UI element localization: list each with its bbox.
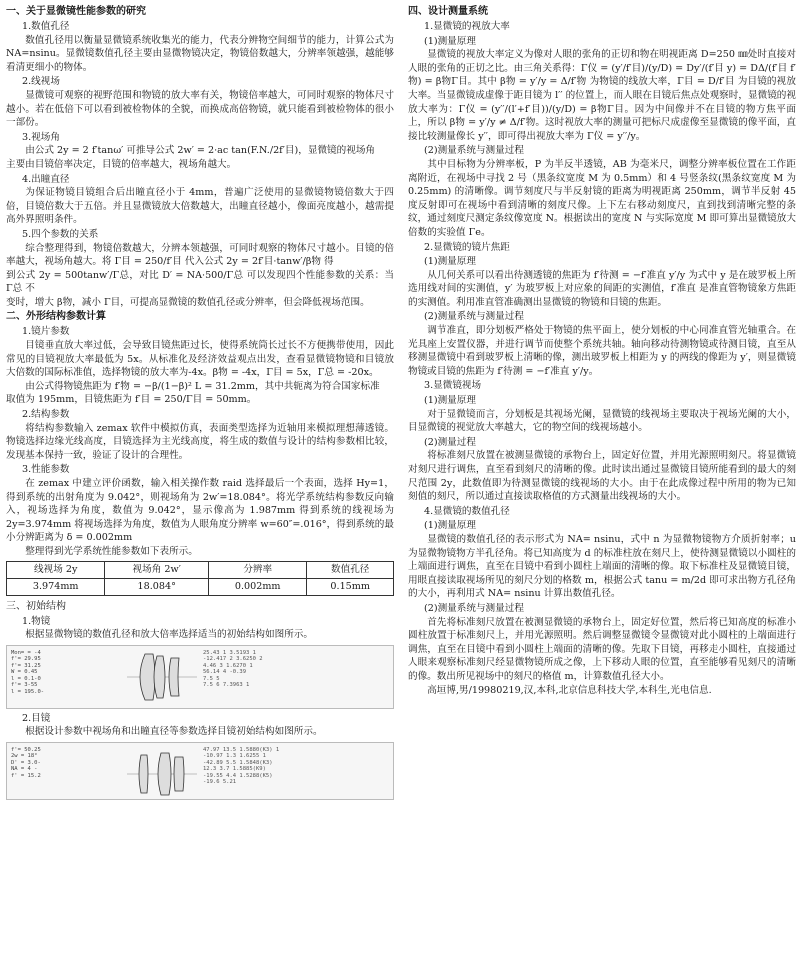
performance-table — [6, 561, 394, 596]
label-principle: (1)测量原理 — [424, 256, 476, 268]
surface-line: 56.14 4 -0.39 — [203, 669, 247, 676]
surface-line: -42.89 5.5 1.5848(K3) — [203, 759, 273, 766]
eyepiece-structure-figure — [6, 742, 394, 800]
section-heading-4: 四、设计测量系统 — [408, 6, 488, 17]
subheading-structure-params: 2.结构参数 — [22, 409, 70, 421]
paragraph-lens-params-3: 取值为 195mm，目镜焦距为 f′目 = 250/Γ目 = 50mm。 — [6, 394, 257, 406]
paragraph-numerical-aperture: 数值孔径用以衡量显微镜系统收集光的能力，代表分辨物空间细节的能力，计算公式为 NA=nsinu。显微镜数值孔径主要由显微物镜决定，物镜倍数越大，分辨率领越强，越能够看清更细小的物体。 — [6, 34, 394, 73]
surface-line: -19.6 5.21 — [203, 779, 237, 786]
subheading-exit-pupil: 4.出瞳直径 — [22, 173, 70, 185]
subheading-magnification: 1.显微镜的视放大率 — [424, 21, 510, 32]
spec-line: l = 0.1-0 — [11, 675, 41, 682]
spec-line: f'= 31.25 — [11, 662, 41, 669]
objective-structure-figure — [6, 645, 394, 709]
eyepiece-lens-drawing — [127, 747, 197, 800]
paragraph-exit-pupil: 为保证物镜目镜组合后出瞳直径小于 4mm，普遍广泛使用的显微镜物镜倍数大于四倍，目镜倍数大于五倍。并且显微镜放大倍数越大，出瞳直径越小，像面亮度越小，越需提高外界照明条件。 — [6, 187, 394, 226]
paragraph-magnification-process: 其中目标物为分辨率板，P 为半反半透镜，AB 为毫米尺，调整分辨率板位置在工作距离附近，在视场中寻找 2 号（黑条纹宽度 M 为 0.5mm）和 4 号竖条纹(黑条纹宽度 M 为 0.25mm) 的清晰像。调节刻度尺与半反射镜的距离为明视距离 250mm，调节半反射 45 度反射即可在视场中看到清晰的刻度尺像。上下左右移动刻度尺，直到找到清晰完整的条纹，通过刻度尺测定条纹像宽度 N。根据读出的宽度 N 与实际宽度 M 即可算出显微镜放大倍数的实验值 Γe。 — [408, 158, 796, 238]
paragraph-four-params-1: 综合整理得到，物镜倍数越大，分辨本领越强，可同时观察的物体尺寸越小。目镜的倍率越大，视场角越大。将 Γ目 = 250/f′目 代入公式 2y = 2f′目·tanw′/β物 得 — [6, 242, 394, 268]
spec-line: f' = 15.2 — [11, 772, 41, 779]
paragraph-four-params-3: 变时，增大 β物，减小 Γ目，可提高显微镜的数值孔径或分辨率，但会降低视场范围。 — [6, 296, 370, 308]
table-header-cell: 分辨率 — [209, 561, 307, 578]
paragraph-linear-field: 显微镜可观察的视野范围和物镜的放大率有关，物镜倍率越大，可同时观察的物体尺寸越小。若在低倍下可以看到被检物体的全貌，而换成高倍物镜，就只能看到被检物体的很小一部份。 — [6, 89, 394, 129]
label-principle: (1)测量原理 — [424, 35, 476, 47]
paragraph-structure-params: 将结构参数输入 zemax 软件中模拟仿真，表面类型选择为近轴用来模拟理想薄透镜。物镜选择边缘光线高度，目镜选择为主光线高度，将生成的数值与设计的结构参数相比较，发现基本保持一致，验证了设计的合理性。 — [6, 422, 394, 461]
paragraph-performance-params: 在 zemax 中建立评价函数，输入相关操作数 raid 选择最后一个表面，选择 Hy=1，得到系统的出射角度为 9.042°，则视场角为 2w′=18.084°。将光学系统结构参数反向输入，视场选择为角度，数值为 9.042°，显示像高为 1.987mm 得到系统的线视场为 2y=3.974mm 将视场选择为角度，数值为人眼角度分辨率 w=60″=.016°，得到系统的最小分辨距离为 δ = 0.002mm — [6, 478, 394, 544]
label-system-process: (2)测量系统与测量过程 — [424, 145, 524, 157]
subheading-numerical-aperture: 1.数值孔径 — [22, 21, 70, 32]
table-cell: 0.002mm — [209, 578, 307, 595]
subheading-four-params: 5.四个参数的关系 — [22, 228, 99, 240]
paragraph-lens-params-1: 目镜垂直放大率过低，会导致目镜焦距过长，使得系统筒长过长不方便携带使用，因此常见的目镜视放大率最低为 5x。从标准化及经济效益观点出发，查看显微镜物镜和目镜放大倍数的国际标准值，选择物镜的放大率为-4x。β物 = -4x，Γ目 = 5x，Γ总 = -20x。 — [6, 340, 394, 379]
spec-line: f'= 29.95 — [11, 656, 41, 663]
surface-line: 25.43 1 3.5193 1 — [203, 649, 256, 656]
spec-line: D' = 3.0- — [11, 759, 41, 766]
left-column — [6, 4, 394, 803]
surface-line: -10.97 1.3 1.6255 1 — [203, 753, 266, 760]
subheading-field-of-view: 3.显微镜视场 — [424, 380, 482, 392]
subheading-aperture-measure: 4.显微镜的数值孔径 — [424, 505, 510, 517]
paragraph-objective: 根据显微物镜的数值孔径和放大倍率选择适当的初始结构如图所示。 — [25, 629, 313, 641]
subheading-lens-params: 1.镜片参数 — [22, 326, 70, 338]
surface-line: -12.417 2 3.6250 2 — [203, 656, 263, 663]
paragraph-aperture-process: 首先将标准刻尺放置在被测显微镜的承物台上，固定好位置，然后将已知高度的标准小圆柱放置于标准刻尺上，并用光源照明。然后调整显微镜令显微镜对此小圆柱的上端面进行调焦，直至在目镜中看到小圆柱上端面的清晰的像。先取下目镜，再移走小圆柱，直接通过人眼来观察标准刻尺经显微物镜所成之像，上下移动人眼的位置，直至能够看见刻尺的清晰的像。数出所见视场中的刻尺的格值 m，计算数值孔径大小。 — [408, 616, 796, 682]
spec-line: f'= 3-55 — [11, 682, 38, 689]
paragraph-field-angle-2: 主要由目镜倍率决定，目镜的倍率越大，视场角越大。 — [6, 158, 237, 170]
spec-line: W = 0.45 — [11, 669, 38, 676]
table-header-row — [7, 561, 394, 578]
surface-line: 7.5 6 7.3963 1 — [203, 682, 250, 689]
section-heading-2: 二、外形结构参数计算 — [6, 311, 106, 323]
objective-surface-table — [203, 650, 389, 704]
paragraph-lens-params-2: 由公式得物镜焦距为 f′物 = −β/(1−β)² L = 31.2mm，其中共轭离为符合国家标准 — [25, 380, 380, 392]
table-cell: 3.974mm — [7, 578, 105, 595]
paragraph-aperture-principle: 显微镜的数值孔径的表示形式为 NA= nsinu，式中 n 为显微物镜物方介质折射率；u 为显微物镜物方半孔径角。将已知高度为 d 的标准柱放在刻尺上，使待测显微镜以小圆柱的上端面进行调焦，直至在目镜中看到小圆柱上端面的清晰的像。取下标准柱及显微镜目镜，用眼直接读取视场所见的刻尺分划的格数 m，根据公式 tanu = m/2d 即可求出物方孔径角的大小，再利用式 NA= nsinu 计算出数值孔径。 — [408, 533, 796, 600]
section-heading-1: 一、关于显微镜性能参数的研究 — [6, 6, 146, 17]
spec-line: 2w = 18° — [11, 753, 38, 760]
author-note: 高垣博,男/19980219,汉,本科,北京信息科技大学,本科生,光电信息. — [427, 684, 712, 696]
subheading-eyepiece: 2.目镜 — [22, 712, 51, 724]
label-system-process: (2)测量系统与测量过程 — [424, 311, 524, 323]
subheading-objective: 1.物镜 — [22, 615, 51, 627]
spec-line: l = 195.0- — [11, 688, 45, 695]
objective-lens-drawing — [127, 650, 197, 704]
eyepiece-surface-table — [203, 747, 389, 800]
paragraph-magnification-principle: 显微镜的视放大率定义为像对人眼的张角的正切和物在明视距离 D=250 ㎜处时直接对人眼的张角的正切之比。由三角关系得：Γ仪 = (y′/f′目)/(y/D) = Dy′/(f′目 y) = DΔ/(f′目 f′物) = β物Γ目。其中 β物 = y′/y = Δ/f′物 为物镜的线放大率，Γ目 = D/f′目 为目镜的视放大率。当显微镜成虚像于距目镜为 l′′ 的位置上，而人眼在目镜后焦点处观察时，显微镜的视放大率为：Γ仪 = (y′′/(l′+f′目))/(y/D) = β物Γ目。因为中间像并不在目镜的物方焦平面上，所以 β物 = y′/y ≠ Δ/f′物。这时视放大率的测量可把标尺成虚像至显微镜的像平面，直接比较测量像长 y′′，即可得出视放大率为 Γ仪 = y′′/y。 — [408, 49, 796, 142]
paragraph-field-angle-1: 由公式 2y = 2 f′tanω′ 可推导公式 2w′ = 2·ac tan(F.N./2f′目)，显微镜的视场角 — [25, 145, 376, 157]
paragraph-four-params-2: 到公式 2y = 500tanw′/Γ总，对比 D′ = NA·500/Γ总 可以发现四个性能参数的关系：当 Γ总 不 — [6, 269, 394, 295]
subheading-linear-field: 2.线视场 — [22, 76, 60, 88]
objective-spec-list — [11, 650, 91, 702]
label-principle: (1)测量原理 — [424, 520, 476, 532]
label-system-process: (2)测量系统与测量过程 — [424, 602, 524, 614]
table-header-cell: 视场角 2w′ — [105, 561, 209, 578]
surface-line: 7.5 5 — [203, 675, 220, 682]
label-principle: (1)测量原理 — [424, 395, 476, 407]
table-cell: 18.084° — [105, 578, 209, 595]
section-heading-3: 三、初始结构 — [6, 600, 66, 612]
spec-line: Mon= = -4 — [11, 649, 41, 656]
paragraph-eyepiece: 根据设计参数中视场角和出瞳直径等参数选择目镜初始结构如图所示。 — [25, 726, 323, 738]
table-row — [7, 578, 394, 595]
label-process: (2)测量过程 — [424, 436, 476, 448]
table-cell: 0.15mm — [307, 578, 394, 595]
paragraph-table-intro: 整理得到光学系统性能参数如下表所示。 — [25, 545, 198, 557]
surface-line: 47.97 13.5 1.5880(K3) 1 — [203, 746, 280, 753]
subheading-performance-params: 3.性能参数 — [22, 464, 70, 476]
spec-line: NA = 4 - — [11, 766, 38, 773]
surface-line: 12.3 3.7 1.5885(K9) — [203, 766, 266, 773]
subheading-field-angle: 3.视场角 — [22, 131, 60, 143]
subheading-focal-length: 2.显微镜的镜片焦距 — [424, 241, 510, 253]
right-column — [408, 4, 796, 697]
paragraph-fov-principle: 对于显微镜而言，分划板是其视场光阑，显微镜的线视场主要取决于视场光阑的大小，目显微镜的视觉放大率越大，它的物空间的线视场越小。 — [408, 408, 796, 434]
table-header-cell: 线视场 2y — [7, 561, 105, 578]
surface-line: 4.46 3 1.6270 1 — [203, 662, 253, 669]
surface-line: -19.55 4.4 1.5288(K5) — [203, 772, 273, 779]
paragraph-focal-process: 调节准直，即分划板严格处于物镜的焦平面上，使分划板的中心同准直管光轴重合。在光具座上安置仪器，并进行调节而使整个系统共轴。轴向移动待测物镜或待测目镜，直至从移测显微镜中看到玻罗板上清晰的像，测出玻罗板上相距为 y 的两线的像距为 y′，则显微镜物镜或目镜的焦距为 f′待测 = −f′准直 y′/y。 — [408, 325, 796, 377]
paragraph-fov-process: 将标准刻尺放置在被测显微镜的承物台上，固定好位置，并用光源照明刻尺。将显微镜对刻尺进行调焦，直至看到刻尺的清晰的像。此时读出通过显微镜目镜所能看到的最大的刻尺范围 2y，此数值即为待测显微镜的线视场的大小。由于在此成像过程中所用的物为已知刻值的刻尺，所以通过直接读取格值的方式测量出线视场的大小。 — [408, 450, 796, 503]
spec-line: f'= 50.25 — [11, 746, 41, 753]
eyepiece-spec-list — [11, 747, 91, 799]
table-header-cell: 数值孔径 — [307, 561, 394, 578]
paragraph-focal-principle: 从几何关系可以看出待测透镜的焦距为 f′待测 = −f′准直 y′/y 为式中 y 是在玻罗板上所选用线对间的实测值，y′ 为玻罗板上对应象的间距的实测值，f′准直 是准直管物镜象方焦距的实测值。利用准直管准确测出显微镜的物镜和目镜的焦距。 — [408, 269, 796, 308]
